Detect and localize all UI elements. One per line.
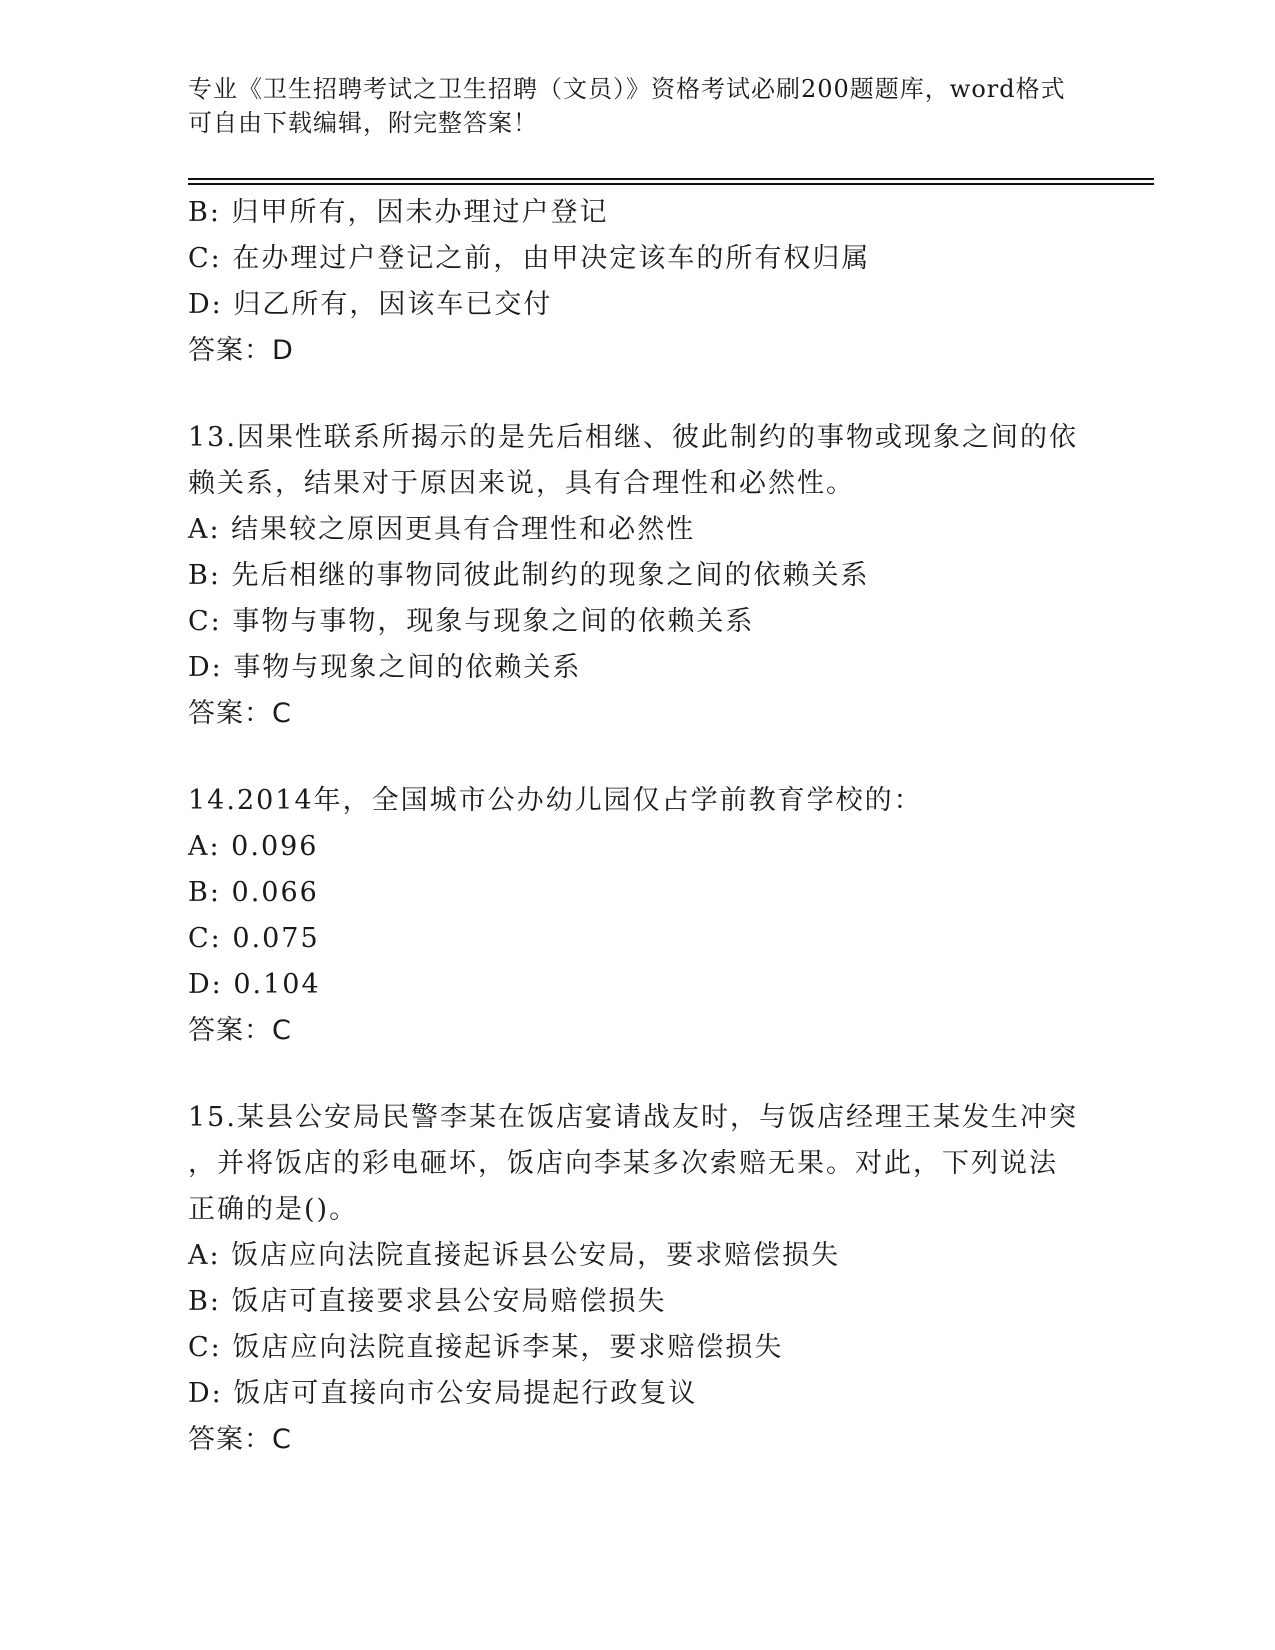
question-stem: 14.2014年，全国城市公办幼儿园仅占学前教育学校的： [188,785,923,816]
header-divider-top [188,178,1154,180]
question-15 [188,1095,1088,1463]
option-d: D: 0.104 [188,969,321,1000]
question-12-tail [188,190,1088,374]
question-13 [188,415,1088,737]
question-stem: 赖关系，结果对于原因来说，具有合理性和必然性。 [188,468,855,499]
answer: 答案：C [188,698,292,729]
question-stem: 正确的是()。 [188,1194,359,1225]
option-a: A: 结果较之原因更具有合理性和必然性 [188,514,696,545]
option-c: C: 事物与事物，现象与现象之间的依赖关系 [188,606,755,637]
answer: 答案：C [188,1424,292,1455]
option-b: B: 0.066 [188,877,319,908]
header-divider-bottom [188,183,1154,185]
option-a: A: 0.096 [188,831,319,862]
option-a: A: 饭店应向法院直接起诉县公安局，要求赔偿损失 [188,1240,841,1271]
option-b: B: 归甲所有，因未办理过户登记 [188,197,609,228]
option-b: B: 饭店可直接要求县公安局赔偿损失 [188,1286,667,1317]
option-c: C: 0.075 [188,923,320,954]
header-line-1: 专业《卫生招聘考试之卫生招聘（文员）》资格考试必刷200题题库，word格式 [188,75,1066,103]
option-d: D: 事物与现象之间的依赖关系 [188,652,582,683]
document-header [188,72,1088,140]
header-line-2: 可自由下载编辑，附完整答案！ [188,109,538,137]
option-d: D: 饭店可直接向市公安局提起行政复议 [188,1378,698,1409]
option-c: C: 在办理过户登记之前，由甲决定该车的所有权归属 [188,243,871,274]
question-list [188,190,1088,1463]
question-stem: 13.因果性联系所揭示的是先后相继、彼此制约的事物或现象之间的依 [188,422,1078,453]
question-14 [188,778,1088,1054]
question-stem: ，并将饭店的彩电砸坏，饭店向李某多次索赔无果。对此，下列说法 [188,1148,1058,1179]
option-c: C: 饭店应向法院直接起诉李某，要求赔偿损失 [188,1332,784,1363]
answer: 答案：D [188,335,294,366]
question-stem: 15.某县公安局民警李某在饭店宴请战友时，与饭店经理王某发生冲突 [188,1102,1078,1133]
option-d: D: 归乙所有，因该车已交付 [188,289,553,320]
option-b: B: 先后相继的事物同彼此制约的现象之间的依赖关系 [188,560,870,591]
answer: 答案：C [188,1015,292,1046]
